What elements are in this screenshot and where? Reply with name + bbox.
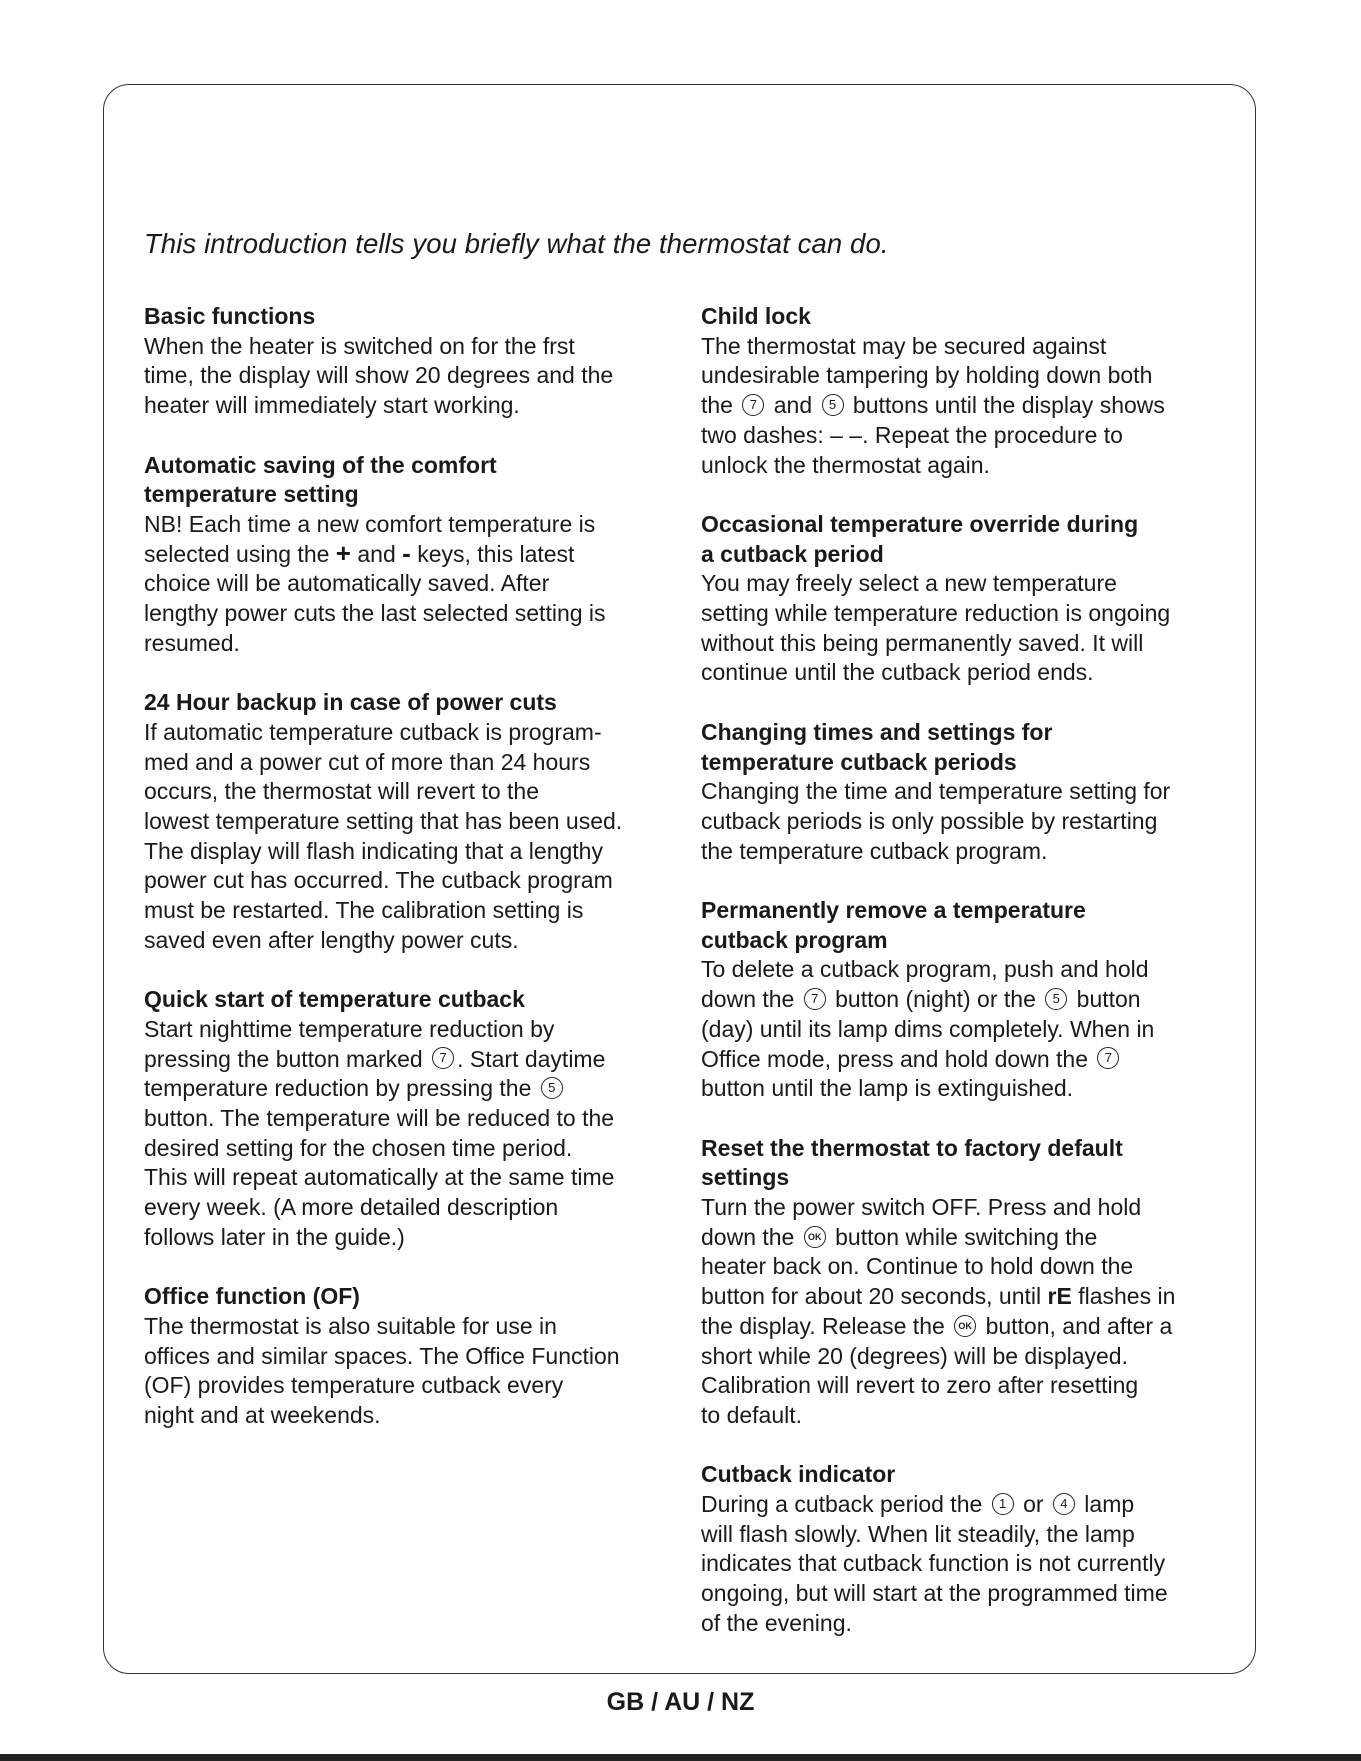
text-line: lowest temperature setting that has been used. bbox=[144, 807, 623, 834]
section-changing-times bbox=[701, 718, 1226, 867]
intro-text: This introduction tells you briefly what the thermostat can do. bbox=[144, 228, 889, 259]
section-remove-program bbox=[701, 896, 1226, 1104]
text-fragment: button bbox=[1076, 986, 1141, 1013]
text-fragment: lamp bbox=[1084, 1491, 1135, 1518]
text-line: two dashes: – –. Repeat the procedure to bbox=[701, 421, 1123, 448]
day-button-5-icon: 5 bbox=[1045, 988, 1067, 1010]
text-fragment: and bbox=[773, 392, 813, 419]
text-line: of the evening. bbox=[701, 1609, 852, 1636]
section-title bbox=[701, 1134, 1226, 1193]
text-line: desired setting for the chosen time period. bbox=[144, 1134, 573, 1161]
text-line: button until the lamp is extinguished. bbox=[701, 1075, 1074, 1102]
left-column bbox=[144, 302, 669, 1460]
text-fragment: down the bbox=[701, 1223, 795, 1250]
minus-key-icon: - bbox=[402, 537, 411, 568]
section-24h-backup bbox=[144, 688, 669, 955]
text-line bbox=[701, 1223, 1226, 1253]
text-line: NB! Each time a new comfort temperature is bbox=[144, 510, 596, 537]
text-line bbox=[144, 537, 669, 570]
lamp-1-icon: 1 bbox=[992, 1493, 1014, 1515]
title-line: a cutback period bbox=[701, 540, 884, 567]
text-line: offices and similar spaces. The Office Function bbox=[144, 1342, 620, 1369]
text-fragment: pressing the button marked bbox=[144, 1045, 423, 1072]
text-line: every week. (A more detailed description bbox=[144, 1194, 559, 1221]
text-line: Changing the time and temperature setting for bbox=[701, 778, 1171, 805]
text-line: The display will flash indicating that a lengthy bbox=[144, 837, 603, 864]
text-line: (OF) provides temperature cutback every bbox=[144, 1372, 564, 1399]
text-line bbox=[701, 391, 1226, 421]
text-line: Calibration will revert to zero after resetting bbox=[701, 1372, 1139, 1399]
night-button-7-icon: 7 bbox=[742, 394, 764, 416]
text-line: undesirable tampering by holding down both bbox=[701, 362, 1153, 389]
text-line bbox=[701, 985, 1226, 1015]
text-fragment: button while switching the bbox=[835, 1223, 1098, 1250]
text-line: To delete a cutback program, push and hold bbox=[701, 956, 1149, 983]
text-line: The thermostat may be secured against bbox=[701, 332, 1107, 359]
bottom-rule bbox=[0, 1754, 1361, 1761]
region-footer: GB / AU / NZ bbox=[606, 1688, 755, 1716]
text-line: short while 20 (degrees) will be displayed. bbox=[701, 1342, 1128, 1369]
text-line: lengthy power cuts the last selected setting is bbox=[144, 600, 606, 627]
text-fragment: button, and after a bbox=[985, 1312, 1173, 1339]
text-fragment: or bbox=[1023, 1491, 1044, 1518]
text-line: time, the display will show 20 degrees and the bbox=[144, 362, 614, 389]
title-line: cutback program bbox=[701, 926, 888, 953]
text-fragment: button (night) or the bbox=[835, 986, 1036, 1013]
title-line: temperature setting bbox=[144, 481, 359, 508]
section-title bbox=[701, 718, 1226, 777]
text-fragment: During a cutback period the bbox=[701, 1491, 983, 1518]
text-line: the temperature cutback program. bbox=[701, 837, 1048, 864]
section-title: Office function (OF) bbox=[144, 1283, 360, 1310]
ok-button-icon: OK bbox=[804, 1226, 826, 1248]
text-fragment: buttons until the display shows bbox=[852, 392, 1165, 419]
text-line: continue until the cutback period ends. bbox=[701, 659, 1094, 686]
text-line: night and at weekends. bbox=[144, 1401, 381, 1428]
section-title: 24 Hour backup in case of power cuts bbox=[144, 689, 557, 716]
text-line: saved even after lengthy power cuts. bbox=[144, 926, 519, 953]
night-button-7-icon: 7 bbox=[804, 988, 826, 1010]
text-fragment: flashes in bbox=[1078, 1283, 1176, 1310]
night-button-7-icon: 7 bbox=[1097, 1047, 1119, 1069]
section-cutback-indicator bbox=[701, 1460, 1226, 1638]
text-line: heater will immediately start working. bbox=[144, 392, 520, 419]
title-line: Automatic saving of the comfort bbox=[144, 451, 497, 478]
text-line: occurs, the thermostat will revert to the bbox=[144, 778, 539, 805]
text-line: indicates that cutback function is not currently bbox=[701, 1550, 1166, 1577]
title-line: settings bbox=[701, 1164, 790, 1191]
text-fragment: down the bbox=[701, 986, 795, 1013]
text-line: When the heater is switched on for the frst bbox=[144, 332, 575, 359]
title-line: Changing times and settings for bbox=[701, 718, 1053, 745]
text-fragment: button for about 20 seconds, until bbox=[701, 1283, 1042, 1310]
section-title bbox=[701, 896, 1226, 955]
ok-button-icon: OK bbox=[954, 1315, 976, 1337]
text-line: You may freely select a new temperature bbox=[701, 570, 1117, 597]
text-fragment: Office mode, press and hold down the bbox=[701, 1045, 1088, 1072]
section-title bbox=[701, 510, 1226, 569]
text-line: Turn the power switch OFF. Press and hold bbox=[701, 1194, 1142, 1221]
section-basic-functions bbox=[144, 302, 669, 421]
text-line: follows later in the guide.) bbox=[144, 1223, 405, 1250]
text-line: This will repeat automatically at the same time bbox=[144, 1164, 615, 1191]
text-line: heater back on. Continue to hold down the bbox=[701, 1253, 1134, 1280]
section-automatic-saving bbox=[144, 451, 669, 659]
text-fragment: . Start daytime bbox=[457, 1045, 606, 1072]
text-line: The thermostat is also suitable for use in bbox=[144, 1312, 557, 1339]
text-line bbox=[701, 1312, 1226, 1342]
section-occasional-override bbox=[701, 510, 1226, 688]
title-line: temperature cutback periods bbox=[701, 748, 1017, 775]
text-line: cutback periods is only possible by restarting bbox=[701, 807, 1158, 834]
text-line: to default. bbox=[701, 1401, 803, 1428]
section-office-function bbox=[144, 1282, 669, 1431]
section-title: Basic functions bbox=[144, 303, 316, 329]
text-fragment: the display. Release the bbox=[701, 1312, 945, 1339]
text-fragment: the bbox=[701, 392, 733, 419]
text-line: will flash slowly. When lit steadily, the lamp bbox=[701, 1520, 1135, 1547]
title-line: Occasional temperature override during bbox=[701, 510, 1139, 537]
text-line: Start nighttime temperature reduction by bbox=[144, 1015, 555, 1042]
day-button-5-icon: 5 bbox=[822, 394, 844, 416]
day-button-5-icon: 5 bbox=[541, 1077, 563, 1099]
text-line: button. The temperature will be reduced to the bbox=[144, 1104, 615, 1131]
section-quick-start bbox=[144, 985, 669, 1252]
plus-key-icon: + bbox=[335, 537, 351, 568]
text-line: must be restarted. The calibration setting is bbox=[144, 897, 584, 924]
text-line: setting while temperature reduction is ongoing bbox=[701, 600, 1171, 627]
text-fragment: and bbox=[357, 540, 396, 567]
section-child-lock bbox=[701, 302, 1226, 480]
section-title: Quick start of temperature cutback bbox=[144, 986, 525, 1013]
section-title: Cutback indicator bbox=[701, 1461, 896, 1488]
right-column bbox=[701, 302, 1226, 1668]
text-fragment: keys, this latest bbox=[417, 540, 575, 567]
text-line bbox=[701, 1045, 1226, 1075]
section-title bbox=[144, 451, 669, 510]
night-button-7-icon: 7 bbox=[432, 1047, 454, 1069]
text-line: (day) until its lamp dims completely. When in bbox=[701, 1015, 1155, 1042]
text-line bbox=[144, 1045, 669, 1075]
text-fragment: temperature reduction by pressing the bbox=[144, 1075, 532, 1102]
title-line: Reset the thermostat to factory default bbox=[701, 1134, 1123, 1161]
lamp-4-icon: 4 bbox=[1053, 1493, 1075, 1515]
text-line bbox=[701, 1282, 1226, 1312]
section-factory-reset bbox=[701, 1134, 1226, 1431]
text-line bbox=[144, 1074, 669, 1104]
text-line: If automatic temperature cutback is program- bbox=[144, 718, 602, 745]
text-line: choice will be automatically saved. After bbox=[144, 570, 550, 597]
re-code: rE bbox=[1047, 1283, 1072, 1310]
text-fragment: selected using the bbox=[144, 540, 330, 567]
text-line: med and a power cut of more than 24 hours bbox=[144, 748, 591, 775]
text-line bbox=[701, 1490, 1226, 1520]
text-line: ongoing, but will start at the programmed time bbox=[701, 1580, 1168, 1607]
text-line: power cut has occurred. The cutback program bbox=[144, 867, 613, 894]
section-title: Child lock bbox=[701, 303, 811, 329]
title-line: Permanently remove a temperature bbox=[701, 897, 1086, 924]
text-line: without this being permanently saved. It will bbox=[701, 629, 1144, 656]
text-line: unlock the thermostat again. bbox=[701, 451, 990, 478]
text-line: resumed. bbox=[144, 629, 240, 656]
